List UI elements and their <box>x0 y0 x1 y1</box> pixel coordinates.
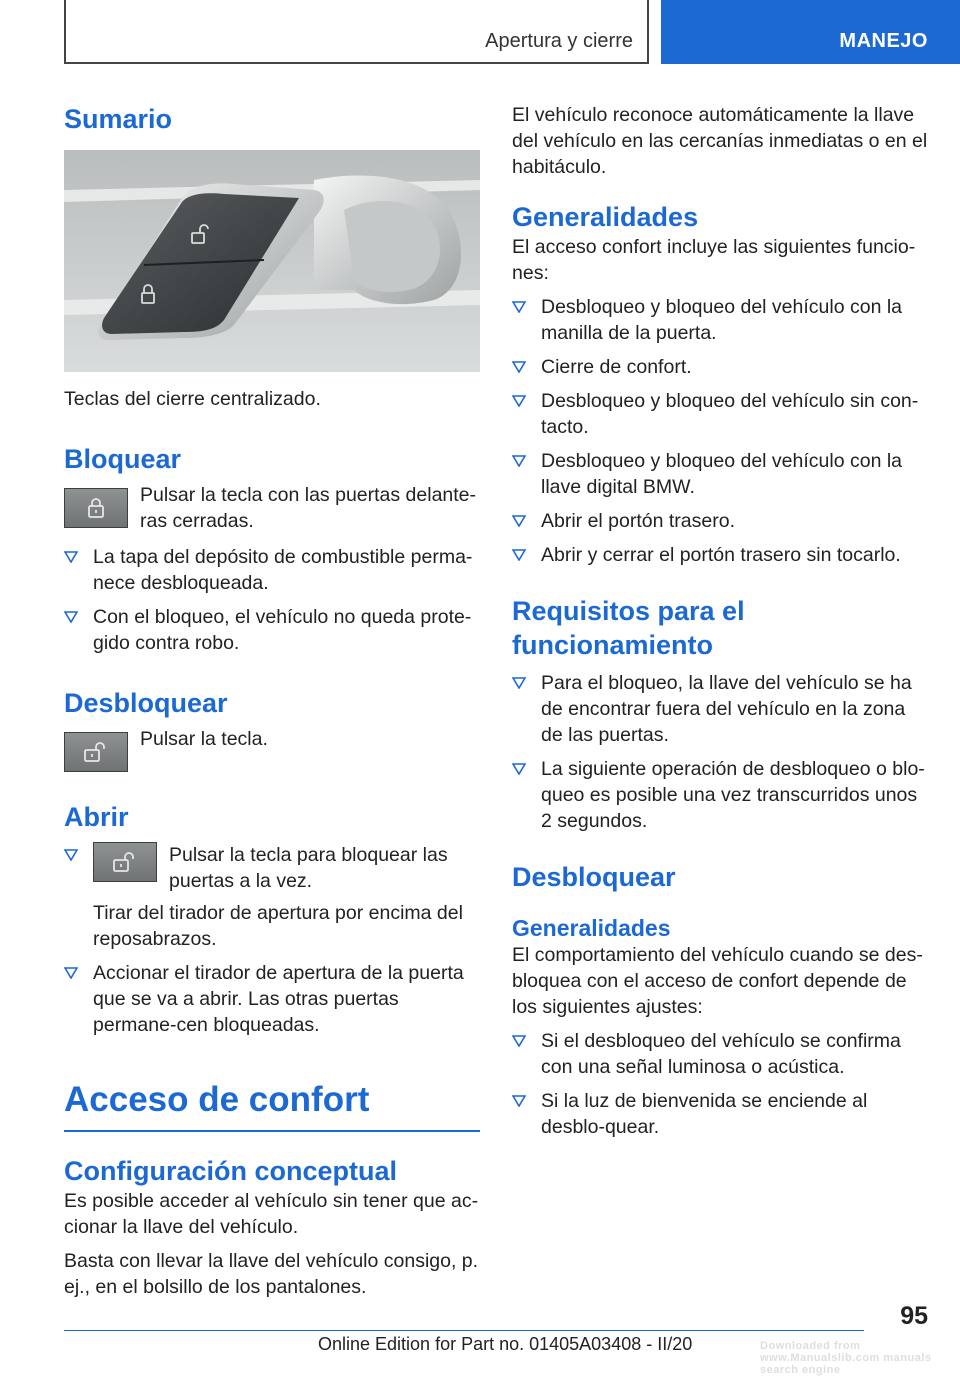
list-item: Abrir y cerrar el portón trasero sin tocarlo. <box>512 542 928 568</box>
bullet-triangle-icon <box>64 967 78 979</box>
config-paragraph-1: Es posible acceder al vehículo sin tener que ac‐cionar la llave del vehículo. <box>64 1190 479 1238</box>
bullet-triangle-icon <box>512 549 526 561</box>
requisitos-list <box>512 670 928 834</box>
list-item: Si el desbloqueo del vehículo se confirma con una señal luminosa o acústica. <box>512 1028 928 1080</box>
section-box <box>64 0 649 64</box>
abrir-list <box>64 842 480 1038</box>
desbloquear-text: Pulsar la tecla. <box>140 728 268 750</box>
bullet-triangle-icon <box>512 1095 526 1107</box>
list-item: Desbloqueo y bloqueo del vehículo con la llave digital BMW. <box>512 448 928 500</box>
bullet-triangle-icon <box>512 361 526 373</box>
intro-paragraph: El vehículo reconoce automáticamente la llave del vehículo en las cercanías inmediatas o en el habitáculo. <box>512 104 928 178</box>
chapter-tab <box>661 0 960 64</box>
section-rule <box>64 1130 480 1132</box>
right-column <box>512 96 928 1140</box>
bullet-triangle-icon <box>512 763 526 775</box>
list-item: Desbloqueo y bloqueo del vehículo sin con‐tacto. <box>512 388 928 440</box>
bullet-triangle-icon <box>512 677 526 689</box>
bloquear-list <box>64 544 480 656</box>
list-item: Cierre de confort. <box>512 354 928 380</box>
heading-requisitos: Requisitos para el funcionamiento <box>512 596 745 660</box>
unlock-key-icon <box>93 842 157 882</box>
list-item: La tapa del depósito de combustible perma‐nece desbloqueada. <box>64 544 480 596</box>
bullet-triangle-icon <box>512 515 526 527</box>
config-paragraph-2: Basta con llevar la llave del vehículo consigo, p. ej., en el bolsillo de los pantalones. <box>64 1250 479 1298</box>
gen2-list <box>512 1028 928 1140</box>
page-header <box>0 0 960 66</box>
list-item: Accionar el tirador de apertura de la puerta que se va a abrir. Las otras puertas permane‐cen bloqueadas. <box>64 960 480 1038</box>
bullet-triangle-icon <box>64 551 78 563</box>
bullet-triangle-icon <box>512 395 526 407</box>
heading-abrir: Abrir <box>64 802 129 832</box>
list-item <box>64 842 480 952</box>
bullet-triangle-icon <box>64 849 78 861</box>
left-column <box>64 96 480 1300</box>
list-item: La siguiente operación de desbloqueo o blo‐queo es posible una vez transcurridos unos 2 segundos. <box>512 756 928 834</box>
heading-configuracion: Configuración conceptual <box>64 1156 398 1186</box>
abrir-step1-text: Pulsar la tecla para bloquear las puertas a la vez. <box>169 844 448 892</box>
list-item: Si la luz de bienvenida se enciende al desblo‐quear. <box>512 1088 928 1140</box>
lock-key-icon <box>64 488 128 528</box>
watermark: Downloaded from www.Manualslib.com manuals search engine <box>760 1340 932 1376</box>
heading-acceso-confort: Acceso de confort <box>64 1080 370 1119</box>
heading-generalidades-2: Generalidades <box>512 915 671 941</box>
bullet-triangle-icon <box>64 611 78 623</box>
door-lock-photo <box>64 150 480 372</box>
heading-desbloquear-confort: Desbloquear <box>512 862 676 892</box>
abrir-step1-extra: Tirar del tirador de apertura por encima del reposabrazos. <box>93 902 463 950</box>
desbloquear-instruction <box>64 728 480 772</box>
edition-text: Online Edition for Part no. 01405A03408 - II/20 <box>318 1334 693 1354</box>
generalidades-text: El acceso confort incluye las siguientes funcio‐nes: <box>512 236 916 284</box>
gen2-text: El comportamiento del vehículo cuando se des‐bloquea con el acceso de confort depende de los siguientes ajustes: <box>512 944 923 1018</box>
generalidades-list <box>512 294 928 568</box>
bullet-triangle-icon <box>512 1035 526 1047</box>
list-item: Abrir el portón trasero. <box>512 508 928 534</box>
chapter-tab-label: MANEJO <box>839 30 928 52</box>
figure-caption: Teclas del cierre centralizado. <box>64 388 321 410</box>
heading-generalidades: Generalidades <box>512 202 699 232</box>
heading-bloquear: Bloquear <box>64 444 182 474</box>
section-title: Apertura y cierre <box>485 30 633 52</box>
list-item: Con el bloqueo, el vehículo no queda prote‐gido contra robo. <box>64 604 480 656</box>
list-item: Desbloqueo y bloqueo del vehículo con la manilla de la puerta. <box>512 294 928 346</box>
unlock-key-icon <box>64 732 128 772</box>
footer-rule <box>64 1330 864 1331</box>
bloquear-instruction <box>64 484 480 534</box>
list-item: Para el bloqueo, la llave del vehículo se ha de encontrar fuera del vehículo en la zona de las puertas. <box>512 670 928 748</box>
bloquear-text: Pulsar la tecla con las puertas delante‐ras cerradas. <box>140 484 477 532</box>
bullet-triangle-icon <box>512 455 526 467</box>
door-panel-illustration <box>64 150 480 372</box>
heading-desbloquear: Desbloquear <box>64 688 228 718</box>
page-number: 95 <box>900 1302 928 1330</box>
heading-sumario: Sumario <box>64 104 173 134</box>
bullet-triangle-icon <box>512 301 526 313</box>
